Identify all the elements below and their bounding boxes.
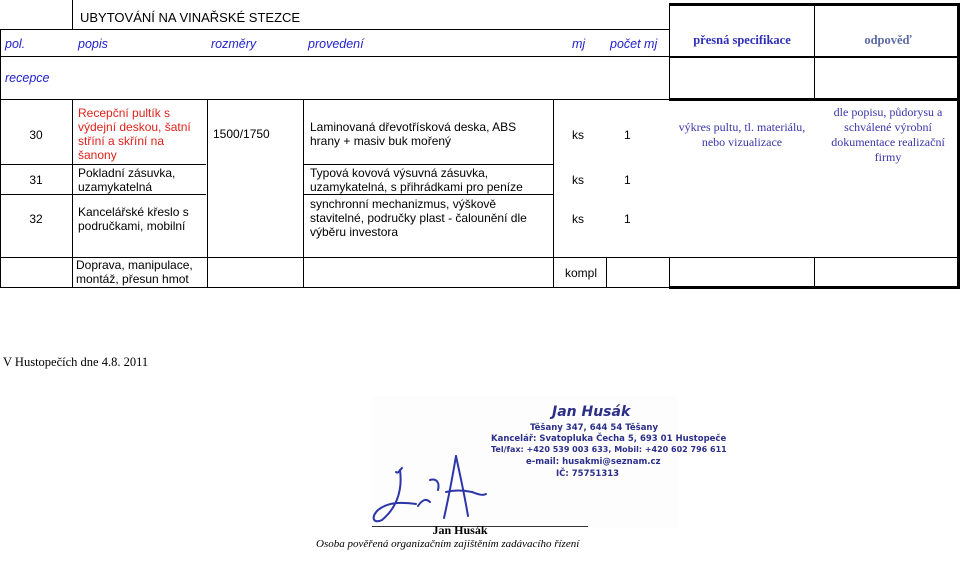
signature-role: Osoba pověřená organizačním zajištěním zadávacího řízení <box>316 538 580 550</box>
place-date: V Hustopečích dne 4.8. 2011 <box>3 355 149 369</box>
doprava-popis: Doprava, manipulace, montáž, přesun hmot <box>76 258 193 286</box>
row-32-popis: Kancelářské křeslo s područkami, mobilní <box>78 205 189 233</box>
grid-line <box>0 194 206 195</box>
grid-line <box>0 29 1 288</box>
grid-line <box>0 56 670 57</box>
stamp-name: Jan Husák <box>552 404 631 420</box>
grid-line <box>303 164 554 165</box>
header-odpoved: odpověď <box>864 33 912 47</box>
stamp-address2: Kancelář: Svatopluka Čecha 5, 693 01 Hustopeče <box>491 434 727 444</box>
header-pol: pol. <box>5 37 26 51</box>
row-32-provedeni: synchronní mechanizmus, výškově stavitelné, područky plast - čalounění dle výběru investora <box>310 197 527 239</box>
signature-name: Jan Husák <box>432 523 488 537</box>
header-popis: popis <box>78 37 108 51</box>
grid-line <box>669 3 960 6</box>
header-provedeni: provedení <box>308 37 364 51</box>
row-31-provedeni: Typová kovová výsuvná zásuvka, uzamykatelná, s přihrádkami pro peníze <box>310 166 523 194</box>
grid-line <box>669 257 670 288</box>
grid-line <box>0 29 670 30</box>
stamp-address1: Těšany 347, 644 54 Těšany <box>530 423 659 433</box>
row-31-pocet: 1 <box>624 173 631 187</box>
row-30-popis: Recepční pultík s výdejní deskou, šatní stříní a skříní na šanony <box>78 106 191 162</box>
grid-line <box>0 99 670 100</box>
row-30-pol: 30 <box>29 128 43 142</box>
grid-line <box>72 0 73 29</box>
header-mj: mj <box>572 37 586 51</box>
stamp-phones: Tel/fax: +420 539 003 633, Mobil: +420 602 796 611 <box>491 445 727 454</box>
doprava-mj: kompl <box>565 266 598 280</box>
section-label: recepce <box>5 71 50 85</box>
row-30-pocet: 1 <box>624 128 631 142</box>
table-title: UBYTOVÁNÍ NA VINAŘSKÉ STEZCE <box>80 10 301 25</box>
header-pocet: počet mj <box>610 37 658 51</box>
row-30-rozmery: 1500/1750 <box>213 127 270 141</box>
handwritten-signature <box>360 440 540 530</box>
row-30-provedeni: Laminovaná dřevotřísková deska, ABS hrany + masiv buk mořený <box>310 120 517 148</box>
grid-line <box>207 257 208 288</box>
grid-line <box>0 257 958 258</box>
header-specifikace: přesná specifikace <box>693 33 791 47</box>
row-32-mj: ks <box>572 212 584 226</box>
grid-line <box>814 4 815 100</box>
grid-line <box>669 56 960 58</box>
grid-line <box>669 98 960 101</box>
grid-line <box>669 4 670 100</box>
grid-line <box>814 257 815 288</box>
grid-line <box>303 194 554 195</box>
stamp-email: e-mail: husakmi@seznam.cz <box>526 457 661 467</box>
grid-line <box>207 99 208 257</box>
grid-line <box>0 287 670 288</box>
grid-line <box>0 164 206 165</box>
row-31-pol: 31 <box>29 173 43 187</box>
row-31-popis: Pokladní zásuvka, uzamykatelná <box>78 166 176 194</box>
row-30-mj: ks <box>572 128 584 142</box>
odpoved-text: dle popisu, půdorysu a schválené výrobní dokumentace realizační firmy <box>831 105 945 164</box>
row-32-pocet: 1 <box>624 212 631 226</box>
row-32-pol: 32 <box>29 212 43 226</box>
grid-line <box>606 257 607 288</box>
stamp-ic: IČ: 75751313 <box>556 469 620 479</box>
spec-text: výkres pultu, tl. materiálu, nebo vizualizace <box>678 120 806 149</box>
row-31-mj: ks <box>572 173 584 187</box>
grid-line <box>669 286 960 289</box>
header-rozmery: rozměry <box>211 37 257 51</box>
